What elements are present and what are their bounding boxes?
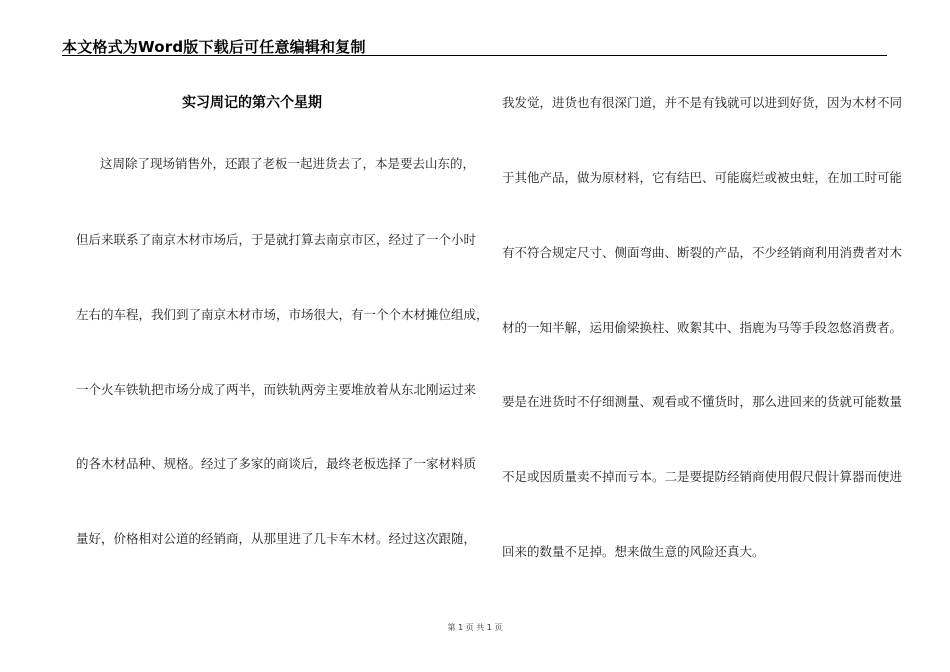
- left-line-3: 左右的车程，我们到了南京木材市场，市场很大，有一个个木材摊位组成，: [76, 307, 489, 322]
- left-line-5: 的各木材品种、规格。经过了多家的商谈后，最终老板选择了一家材料质: [76, 456, 477, 471]
- right-line-2: 于其他产品，做为原材料，它有结巴、可能腐烂或被虫蛀，在加工时可能: [502, 170, 903, 185]
- header-divider: [62, 55, 887, 56]
- right-line-5: 要是在进货时不仔细测量、观看或不懂货时，那么进回来的货就可能数量: [502, 394, 903, 409]
- document-banner: 本文格式为Word版下载后可任意编辑和复制: [62, 38, 366, 56]
- left-line-4: 一个火车铁轨把市场分成了两半，而铁轨两旁主要堆放着从东北刚运过来: [76, 382, 477, 397]
- left-line-1: 这周除了现场销售外，还跟了老板一起进货去了，本是要去山东的，: [100, 156, 476, 171]
- right-line-1: 我发觉，进货也有很深门道，并不是有钱就可以进到好货，因为木材不同: [502, 95, 903, 110]
- right-line-4: 材的一知半解，运用偷梁换柱、败絮其中、指鹿为马等手段忽悠消费者。: [502, 320, 903, 335]
- right-line-7: 回来的数量不足掉。想来做生意的风险还真大。: [502, 544, 765, 559]
- document-title: 实习周记的第六个星期: [182, 95, 322, 111]
- left-line-6: 量好，价格相对公道的经销商，从那里进了几卡车木材。经过这次跟随，: [76, 531, 477, 546]
- right-line-6: 不足或因质量卖不掉而亏本。二是要提防经销商使用假尺假计算器而使进: [502, 469, 903, 484]
- page-number: 第 1 页 共 1 页: [447, 623, 503, 632]
- left-line-2: 但后来联系了南京木材市场后，于是就打算去南京市区，经过了一个小时: [76, 232, 477, 247]
- right-line-3: 有不符合规定尺寸、侧面弯曲、断裂的产品，不少经销商利用消费者对木: [502, 245, 903, 260]
